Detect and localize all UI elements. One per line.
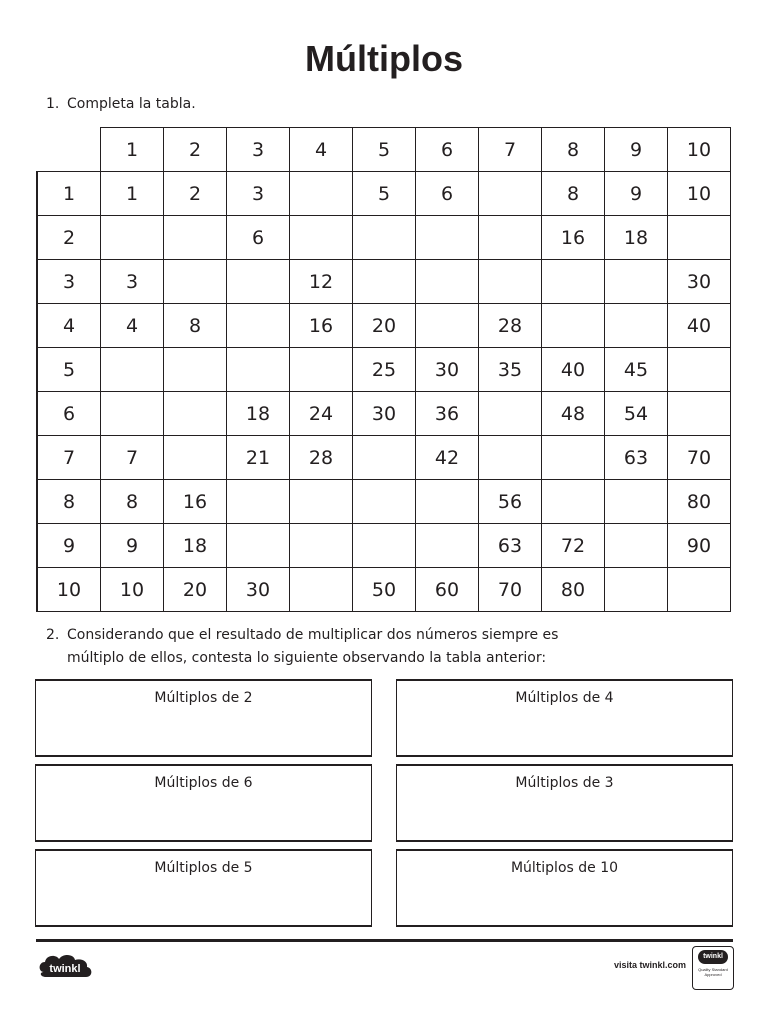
svg-text:twinkl: twinkl <box>49 963 81 975</box>
table-cell: 20 <box>164 568 227 612</box>
table-cell[interactable] <box>542 260 605 304</box>
table-cell[interactable] <box>542 436 605 480</box>
table-cell: 6 <box>227 216 290 260</box>
table-cell: 8 <box>542 172 605 216</box>
table-cell: 36 <box>416 392 479 436</box>
column-header: 7 <box>479 128 542 172</box>
table-cell[interactable] <box>416 216 479 260</box>
table-row <box>37 436 731 480</box>
table-cell[interactable] <box>479 392 542 436</box>
answer-box-multiples-4[interactable] <box>396 679 733 757</box>
visit-link[interactable]: visita twinkl.com <box>613 960 686 970</box>
badge-text: Quality Standard Approved <box>698 967 728 977</box>
instruction-2 <box>46 624 558 670</box>
table-body <box>37 172 731 612</box>
instruction-1-number: 1. <box>46 96 60 112</box>
answer-box-multiples-6[interactable] <box>35 764 372 842</box>
table-cell: 28 <box>479 304 542 348</box>
footer-divider <box>36 939 733 942</box>
table-cell: 60 <box>416 568 479 612</box>
table-cell: 28 <box>290 436 353 480</box>
table-row <box>37 524 731 568</box>
table-cell[interactable] <box>416 524 479 568</box>
table-cell: 18 <box>605 216 668 260</box>
table-cell: 2 <box>164 172 227 216</box>
table-cell[interactable] <box>479 260 542 304</box>
table-cell: 40 <box>542 348 605 392</box>
table-cell[interactable] <box>353 524 416 568</box>
answer-box-label: Múltiplos de 2 <box>154 690 253 706</box>
table-cell[interactable] <box>290 216 353 260</box>
table-cell: 10 <box>101 568 164 612</box>
table-cell: 56 <box>479 480 542 524</box>
table-cell: 30 <box>668 260 731 304</box>
table-cell[interactable] <box>164 392 227 436</box>
column-header: 10 <box>668 128 731 172</box>
table-cell[interactable] <box>353 480 416 524</box>
table-cell[interactable] <box>290 348 353 392</box>
table-cell[interactable] <box>227 480 290 524</box>
table-cell: 4 <box>101 304 164 348</box>
table-cell[interactable] <box>668 392 731 436</box>
column-header: 4 <box>290 128 353 172</box>
table-cell[interactable] <box>227 304 290 348</box>
table-cell[interactable] <box>668 568 731 612</box>
column-header: 3 <box>227 128 290 172</box>
table-cell[interactable] <box>101 392 164 436</box>
table-cell[interactable] <box>605 568 668 612</box>
table-cell[interactable] <box>164 348 227 392</box>
table-row <box>37 172 731 216</box>
table-cell: 9 <box>605 172 668 216</box>
answer-box-multiples-3[interactable] <box>396 764 733 842</box>
column-header: 6 <box>416 128 479 172</box>
table-cell: 9 <box>101 524 164 568</box>
table-cell: 8 <box>101 480 164 524</box>
answer-box-multiples-2[interactable] <box>35 679 372 757</box>
table-cell: 3 <box>101 260 164 304</box>
table-cell: 1 <box>101 172 164 216</box>
table-cell[interactable] <box>164 260 227 304</box>
row-header: 5 <box>37 348 101 392</box>
badge-logo: twinkl <box>698 950 728 964</box>
table-cell[interactable] <box>227 260 290 304</box>
multiplication-table <box>36 127 731 612</box>
table-cell: 7 <box>101 436 164 480</box>
table-cell[interactable] <box>101 348 164 392</box>
table-row <box>37 260 731 304</box>
table-row <box>37 304 731 348</box>
table-row <box>37 348 731 392</box>
table-cell: 12 <box>290 260 353 304</box>
table-cell: 8 <box>164 304 227 348</box>
table-cell: 90 <box>668 524 731 568</box>
table-cell: 16 <box>542 216 605 260</box>
column-header: 8 <box>542 128 605 172</box>
table-cell: 48 <box>542 392 605 436</box>
row-header: 6 <box>37 392 101 436</box>
column-header: 2 <box>164 128 227 172</box>
table-cell: 42 <box>416 436 479 480</box>
row-header: 1 <box>37 172 101 216</box>
table-cell: 5 <box>353 172 416 216</box>
column-header: 5 <box>353 128 416 172</box>
table-cell: 21 <box>227 436 290 480</box>
table-cell: 25 <box>353 348 416 392</box>
table-cell: 24 <box>290 392 353 436</box>
answer-box-multiples-5[interactable] <box>35 849 372 927</box>
answer-box-label: Múltiplos de 10 <box>510 860 619 876</box>
instruction-2-number: 2. <box>46 627 60 643</box>
table-row <box>37 480 731 524</box>
table-cell[interactable] <box>353 436 416 480</box>
table-cell[interactable] <box>668 216 731 260</box>
table-cell[interactable] <box>290 172 353 216</box>
table-cell[interactable] <box>416 260 479 304</box>
table-cell[interactable] <box>353 216 416 260</box>
table-cell: 6 <box>416 172 479 216</box>
table-cell[interactable] <box>605 524 668 568</box>
table-cell[interactable] <box>353 260 416 304</box>
table-cell: 18 <box>164 524 227 568</box>
answer-box-label: Múltiplos de 5 <box>154 860 253 876</box>
row-header: 7 <box>37 436 101 480</box>
table-cell[interactable] <box>227 524 290 568</box>
table-row <box>37 568 731 612</box>
table-corner <box>37 128 101 172</box>
table-header-row <box>37 128 731 172</box>
page-title: Múltiplos <box>305 38 463 79</box>
answer-box-label: Múltiplos de 3 <box>515 775 614 791</box>
table-cell: 18 <box>227 392 290 436</box>
row-header: 10 <box>37 568 101 612</box>
table-cell[interactable] <box>668 348 731 392</box>
table-cell: 30 <box>353 392 416 436</box>
table-cell[interactable] <box>164 216 227 260</box>
table-cell: 50 <box>353 568 416 612</box>
table-cell: 80 <box>542 568 605 612</box>
table-cell: 16 <box>164 480 227 524</box>
table-cell: 30 <box>416 348 479 392</box>
table-cell: 10 <box>668 172 731 216</box>
table-cell: 54 <box>605 392 668 436</box>
column-header: 9 <box>605 128 668 172</box>
table-cell: 45 <box>605 348 668 392</box>
table-cell: 40 <box>668 304 731 348</box>
table-cell: 70 <box>668 436 731 480</box>
table-cell: 30 <box>227 568 290 612</box>
table-cell[interactable] <box>290 480 353 524</box>
row-header: 8 <box>37 480 101 524</box>
table-cell[interactable] <box>290 568 353 612</box>
table-cell: 3 <box>227 172 290 216</box>
row-header: 4 <box>37 304 101 348</box>
table-cell: 16 <box>290 304 353 348</box>
table-cell[interactable] <box>290 524 353 568</box>
quality-badge <box>692 946 734 990</box>
table-cell: 70 <box>479 568 542 612</box>
twinkl-logo-icon <box>36 950 96 984</box>
table-cell: 35 <box>479 348 542 392</box>
table-cell: 80 <box>668 480 731 524</box>
table-cell[interactable] <box>164 436 227 480</box>
row-header: 9 <box>37 524 101 568</box>
row-header: 3 <box>37 260 101 304</box>
table-cell: 72 <box>542 524 605 568</box>
table-cell: 63 <box>605 436 668 480</box>
table-cell[interactable] <box>101 216 164 260</box>
instruction-1 <box>46 93 196 116</box>
answer-box-label: Múltiplos de 4 <box>515 690 614 706</box>
instruction-1-text: Completa la tabla. <box>67 96 196 112</box>
table-cell[interactable] <box>479 436 542 480</box>
table-cell[interactable] <box>542 304 605 348</box>
table-cell: 63 <box>479 524 542 568</box>
table-cell[interactable] <box>605 304 668 348</box>
table-row <box>37 216 731 260</box>
table-cell[interactable] <box>227 348 290 392</box>
instruction-2-line-1: Considerando que el resultado de multiplicar dos números siempre es <box>67 627 559 643</box>
answer-box-multiples-10[interactable] <box>396 849 733 927</box>
row-header: 2 <box>37 216 101 260</box>
table-cell[interactable] <box>605 260 668 304</box>
table-cell[interactable] <box>416 304 479 348</box>
table-row <box>37 392 731 436</box>
instruction-2-line-2: múltiplo de ellos, contesta lo siguiente observando la tabla anterior: <box>67 650 547 666</box>
table-cell: 20 <box>353 304 416 348</box>
table-cell[interactable] <box>479 172 542 216</box>
table-cell[interactable] <box>479 216 542 260</box>
table-cell[interactable] <box>416 480 479 524</box>
table-cell[interactable] <box>605 480 668 524</box>
column-header: 1 <box>101 128 164 172</box>
table-cell[interactable] <box>542 480 605 524</box>
answer-box-label: Múltiplos de 6 <box>154 775 253 791</box>
